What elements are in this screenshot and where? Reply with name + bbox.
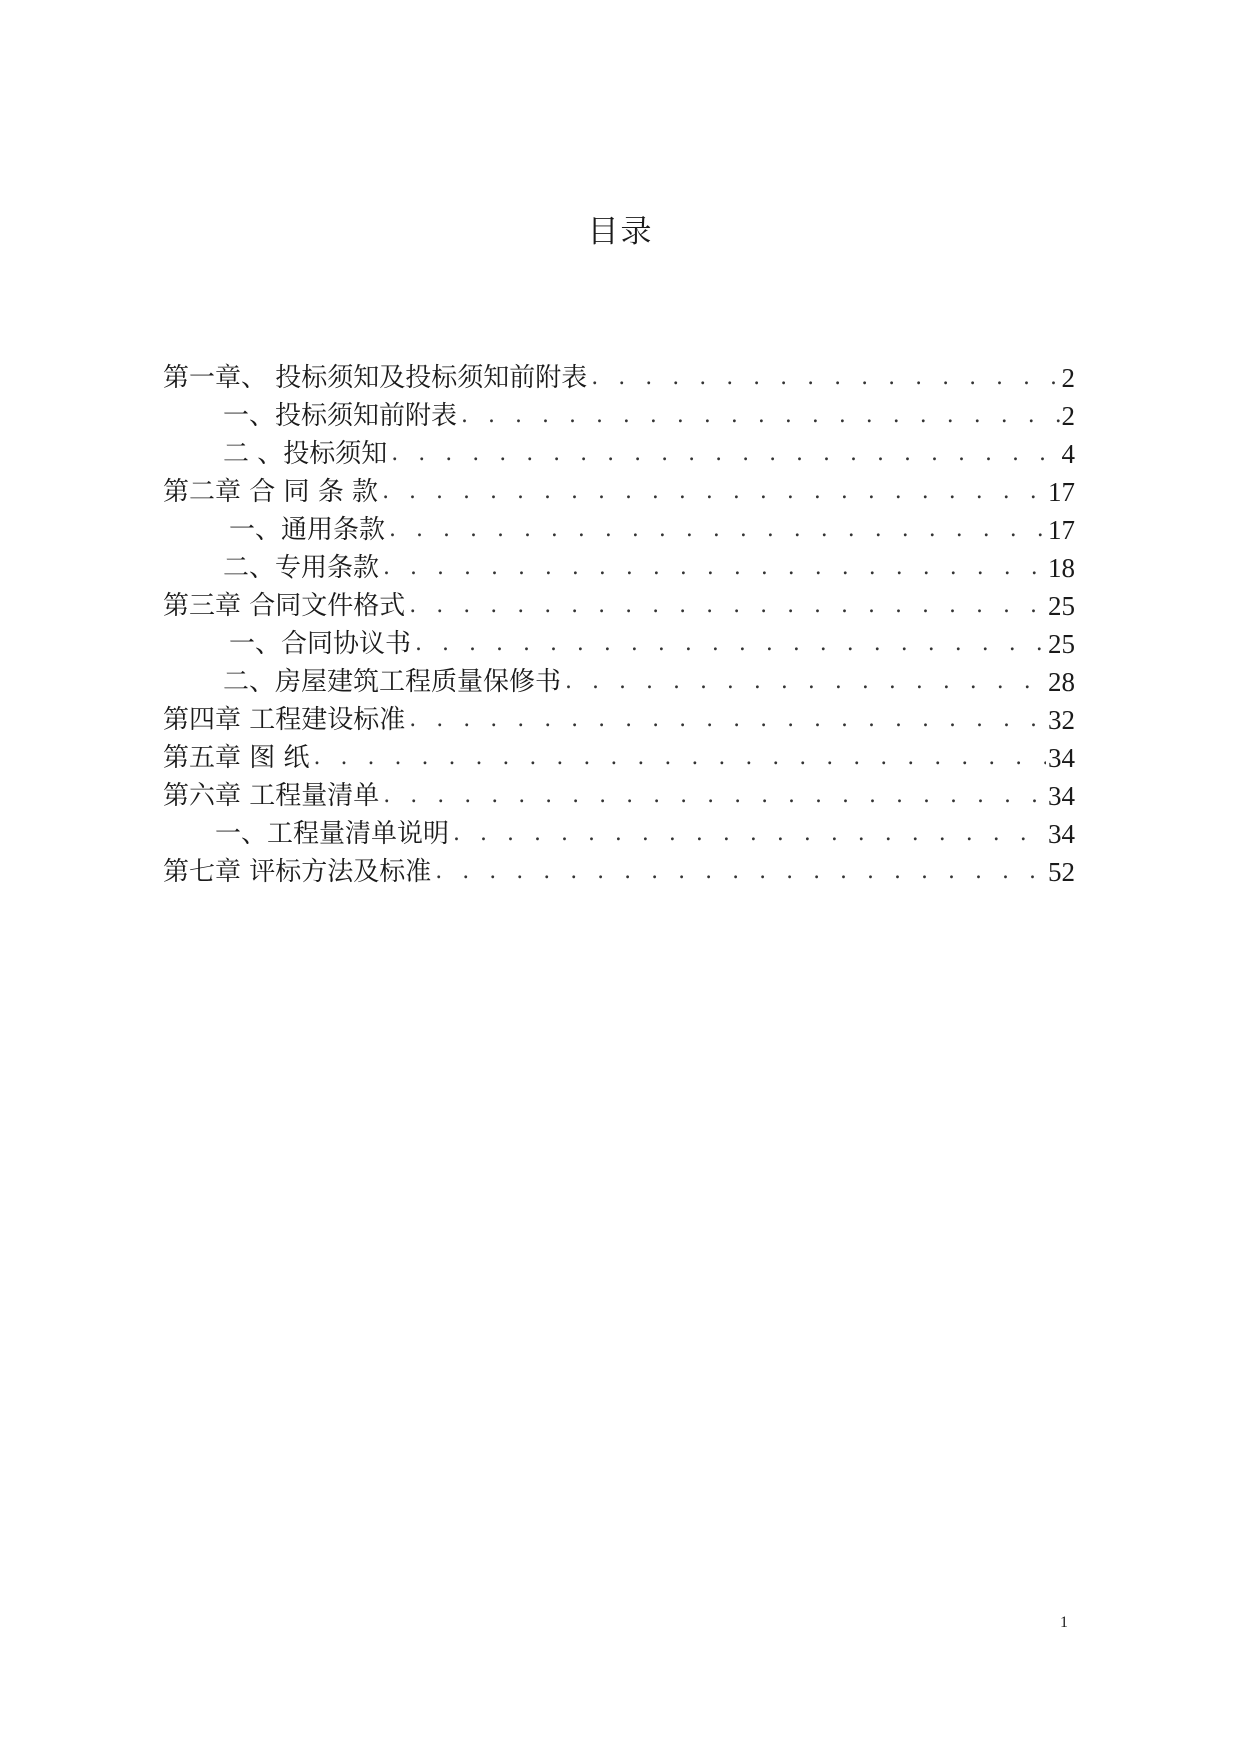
toc-entry-label: 二、专用条款 <box>223 553 380 583</box>
toc-entry-page: 34 <box>1048 743 1075 773</box>
toc-entry-page: 4 <box>1061 439 1075 469</box>
toc-entry[interactable] <box>163 849 1075 887</box>
toc-entry[interactable] <box>163 621 1075 659</box>
toc-entry[interactable] <box>163 393 1075 431</box>
dot-leader <box>391 439 1059 469</box>
toc-entry[interactable] <box>163 431 1075 469</box>
toc-entry-page: 32 <box>1048 705 1075 735</box>
toc-entry[interactable] <box>163 659 1075 697</box>
toc-title: 目录 <box>587 214 654 250</box>
dot-leader <box>383 781 1046 811</box>
toc-entry-page: 17 <box>1048 515 1075 545</box>
toc-entry-label: 第二章 合 同 条 款 <box>163 477 379 507</box>
toc-entry[interactable] <box>163 507 1075 545</box>
toc-entry-page: 34 <box>1048 781 1075 811</box>
toc-entry-page: 25 <box>1048 629 1075 659</box>
toc-entry-label: 一、通用条款 <box>229 515 386 545</box>
dot-leader <box>435 857 1046 887</box>
dot-leader <box>314 743 1046 773</box>
toc-entry-label: 第五章 图 纸 <box>163 743 310 773</box>
toc-entry[interactable] <box>163 735 1075 773</box>
page-number: 1 <box>1060 1614 1068 1631</box>
toc-entry[interactable] <box>163 811 1075 849</box>
toc-entry[interactable] <box>163 469 1075 507</box>
toc-entry-label: 第三章 合同文件格式 <box>163 591 406 621</box>
dot-leader <box>382 477 1046 507</box>
dot-leader <box>409 705 1046 735</box>
toc-entry-label: 一、合同协议书 <box>229 629 412 659</box>
dot-leader <box>591 363 1059 393</box>
toc-entry-page: 52 <box>1048 857 1075 887</box>
dot-leader <box>453 819 1046 849</box>
dot-leader <box>565 667 1046 697</box>
toc-entry-page: 17 <box>1048 477 1075 507</box>
dot-leader <box>383 553 1046 583</box>
toc-entry-page: 25 <box>1048 591 1075 621</box>
toc-entry-label: 一、投标须知前附表 <box>223 401 458 431</box>
toc-entry-label: 二、房屋建筑工程质量保修书 <box>223 667 562 697</box>
toc-entry-label: 第一章、 投标须知及投标须知前附表 <box>163 363 588 393</box>
toc-entry-label: 一、工程量清单说明 <box>215 819 450 849</box>
toc-entry-page: 2 <box>1061 401 1075 431</box>
toc-entry[interactable] <box>163 583 1075 621</box>
dot-leader <box>409 591 1046 621</box>
table-of-contents <box>163 355 1075 887</box>
toc-entry-page: 28 <box>1048 667 1075 697</box>
toc-entry-label: 第四章 工程建设标准 <box>163 705 406 735</box>
toc-entry-label: 第七章 评标方法及标准 <box>163 857 432 887</box>
toc-entry-page: 34 <box>1048 819 1075 849</box>
toc-entry[interactable] <box>163 697 1075 735</box>
dot-leader <box>415 629 1046 659</box>
toc-entry-label: 二 、投标须知 <box>223 439 388 469</box>
toc-entry-page: 2 <box>1061 363 1075 393</box>
toc-entry[interactable] <box>163 545 1075 583</box>
toc-entry-label: 第六章 工程量清单 <box>163 781 380 811</box>
toc-entry-page: 18 <box>1048 553 1075 583</box>
toc-entry[interactable] <box>163 355 1075 393</box>
dot-leader <box>389 515 1046 545</box>
toc-entry[interactable] <box>163 773 1075 811</box>
dot-leader <box>461 401 1059 431</box>
